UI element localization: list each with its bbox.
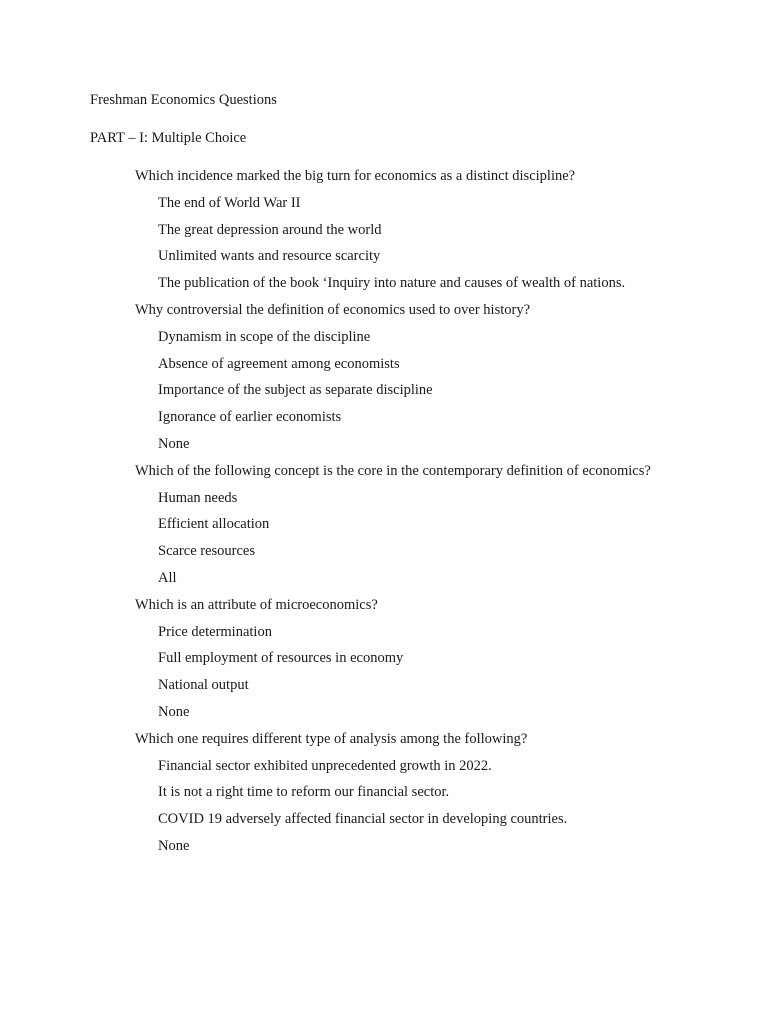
option: None: [158, 435, 190, 452]
option: Efficient allocation: [158, 516, 270, 533]
option-list: [0, 193, 768, 300]
option: Unlimited wants and resource scarcity: [158, 248, 381, 265]
option: Human needs: [158, 489, 238, 506]
document-title: Freshman Economics Questions: [90, 92, 277, 108]
question-3: [0, 461, 768, 595]
option: National output: [158, 677, 249, 694]
option: Scarce resources: [158, 543, 256, 560]
option: Price determination: [158, 623, 272, 640]
question-list: [0, 166, 768, 863]
option-list: [0, 327, 768, 461]
question-1: [0, 166, 768, 300]
option: The publication of the book ‘Inquiry into nature and causes of wealth of nations.: [158, 275, 626, 292]
option: Ignorance of earlier economists: [158, 409, 342, 426]
option: Importance of the subject as separate discipline: [158, 382, 433, 399]
option-list: [0, 488, 768, 595]
option: Dynamism in scope of the discipline: [158, 328, 371, 345]
option: It is not a right time to reform our financial sector.: [158, 784, 450, 801]
option: Full employment of resources in economy: [158, 650, 404, 667]
option: Financial sector exhibited unprecedented growth in 2022.: [158, 757, 492, 774]
option: Absence of agreement among economists: [158, 355, 400, 372]
question-text: Which incidence marked the big turn for economics as a distinct discipline?: [135, 168, 576, 184]
question-4: [0, 595, 768, 729]
option-list: [0, 756, 768, 863]
option: The end of World War II: [158, 194, 301, 211]
question-text: Which is an attribute of microeconomics?: [135, 596, 378, 613]
option: None: [158, 837, 190, 854]
question-text: Which of the following concept is the core in the contemporary definition of economics?: [135, 462, 651, 479]
part-heading: PART – I: Multiple Choice: [90, 130, 247, 146]
question-text: Why controversial the definition of economics used to over history?: [135, 301, 531, 318]
option: All: [158, 569, 177, 586]
question-5: [0, 729, 768, 863]
option: The great depression around the world: [158, 221, 382, 238]
option: COVID 19 adversely affected financial sector in developing countries.: [158, 811, 568, 828]
question-2: [0, 300, 768, 461]
question-text: Which one requires different type of analysis among the following?: [135, 730, 528, 747]
option-list: [0, 622, 768, 729]
option: None: [158, 703, 190, 720]
